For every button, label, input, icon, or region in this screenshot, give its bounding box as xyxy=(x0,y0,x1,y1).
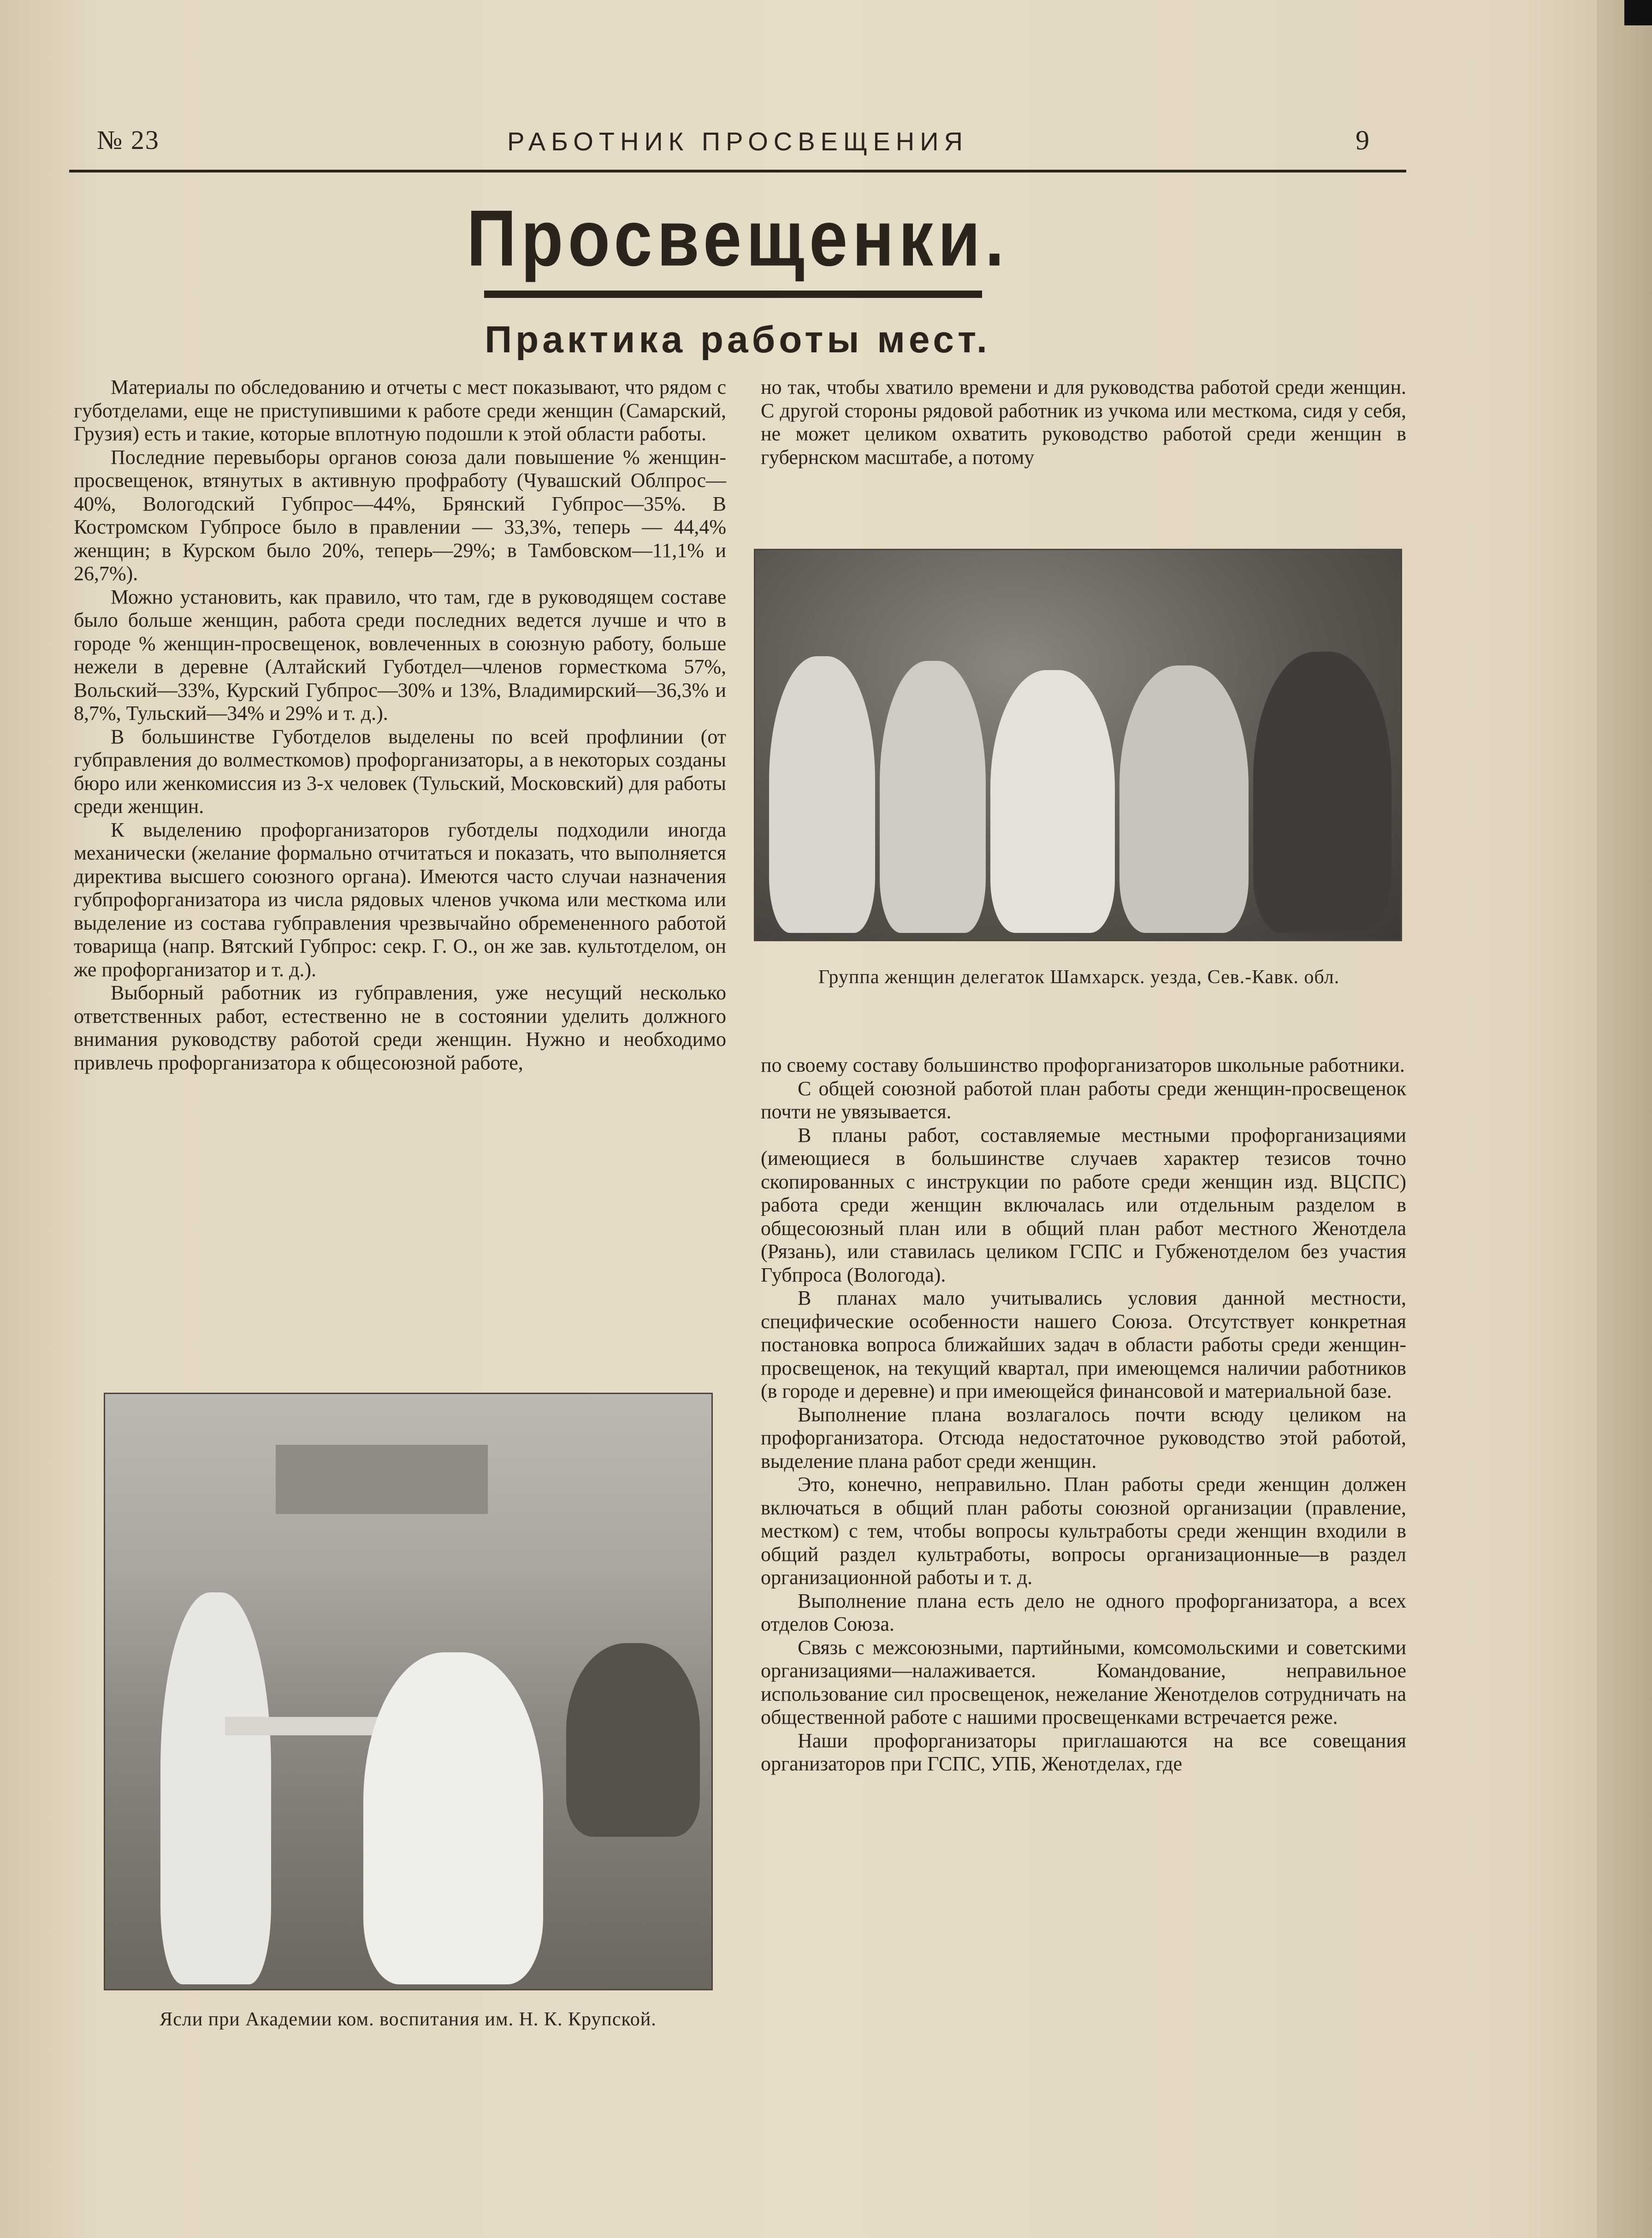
article-subtitle: Практика работы мест. xyxy=(485,319,991,361)
paragraph: В планы работ, составляемые местными профорганизациями (имеющиеся в большинстве случаев характер тезисов точно скопированных с инструкции по работе среди женщин изд. ВЦСПС) работа среди женщин включалась или отдельным разделом в общесоюзный план или в общий план работ местного Женотдела (Рязань), или ставилась целиком ГСПС и Губженотделом без участия Губпроса (Вологода). xyxy=(761,1123,1406,1286)
photo-caption: Ясли при Академии ком. воспитания им. Н. К. Крупской. xyxy=(160,2009,657,2030)
running-header xyxy=(69,125,1406,166)
paragraph: Можно установить, как правило, что там, где в руководящем составе было больше женщин, работа среди последних ведется лучше и что в городе % женщин-просвещенок, вовлеченных в союзную работу, больше нежели в деревне (Алтайский Губотдел—членов горместкома 57%, Вольский—33%, Курский Губпрос—30% и 13%, Владимирский—36,3% и 8,7%, Тульский—34% и 29% и т. д.). xyxy=(74,585,726,724)
photo-caption: Группа женщин делегаток Шамхарск. уезда, Сев.-Кавк. обл. xyxy=(818,967,1340,988)
figure xyxy=(1119,665,1249,933)
page-edge xyxy=(1597,0,1652,2238)
figure xyxy=(769,656,875,933)
right-column-bottom xyxy=(761,1054,1406,1776)
paragraph: В планах мало учитывались условия данной местности, специфические особенности нашего Союза. Отсутствует конкретная постановка вопроса ближайших задач в области работы среди женщин-просвещенок, на текущий квартал, при имеющемся наличии работников (в городе и деревне) и при имеющейся финансовой и материальной базе. xyxy=(761,1287,1406,1402)
figure xyxy=(363,1652,543,1984)
title-underline xyxy=(484,291,982,298)
photo-nursery xyxy=(104,1393,713,1990)
paragraph: Последние перевыборы органов союза дали повышение % женщин-просвещенок, втянутых в активную профработу (Чувашский Облпрос—40%, Вологодский Губпрос—44%, Брянский Губпрос—35%. В Костромском Губпросе было в правлении — 33,3%, теперь — 44,4% женщин; в Курском было 20%, теперь—29%; в Тамбовском—11,1% и 26,7%). xyxy=(74,445,726,585)
figure xyxy=(1253,652,1391,933)
right-column-top xyxy=(761,376,1406,469)
paragraph: но так, чтобы хватило времени и для руководства работой среди женщин. С другой стороны рядовой работник из учкома или месткома, сидя у себя, не может целиком охватить руководство работой среди женщин в губернском масштабе, а потому xyxy=(761,376,1406,469)
header-rule xyxy=(69,170,1406,172)
paragraph: Выборный работник из губправления, уже несущий несколько ответственных работ, естественно не в состоянии уделить должного внимания руководству работой среди женщин. Нужно и необходимо привлечь профорганизатора к общесоюзной работе, xyxy=(74,981,726,1074)
paragraph: по своему составу большинство профорганизаторов школьные работники. xyxy=(761,1054,1405,1076)
paragraph: Материалы по обследованию и отчеты с мест показывают, что рядом с губотделами, еще не приступившими к работе среди женщин (Самарский, Грузия) есть и такие, которые вплотную подошли к этой области работы. xyxy=(74,376,726,445)
issue-number: № 23 xyxy=(97,125,160,155)
wall-poster xyxy=(276,1445,488,1514)
left-column xyxy=(74,376,726,1074)
paragraph: С общей союзной работой план работы среди женщин-просвещенок почти не увязывается. xyxy=(761,1077,1406,1123)
paragraph: Это, конечно, неправильно. План работы среди женщин должен включаться в общий план работы союзной организации (правление, местком) с тем, чтобы вопросы культработы среди женщин входили в общий раздел культработы, вопросы организационные—в раздел организационной работы и т. д. xyxy=(761,1473,1406,1589)
page-number: 9 xyxy=(1356,125,1369,155)
journal-title: РАБОТНИК ПРОСВЕЩЕНИЯ xyxy=(507,127,968,156)
paragraph: Выполнение плана возлагалось почти всюду целиком на профорганизатора. Отсюда недостаточное руководство этой работой, выделение плана работ среди женщин. xyxy=(761,1403,1406,1472)
figure xyxy=(566,1643,700,1837)
article-title: Просвещенки. xyxy=(467,193,1009,283)
scan-corner-tab xyxy=(1624,0,1652,25)
paragraph: К выделению профорганизаторов губотделы подходили иногда механически (желание формально отчитаться и показать, что выполняется директива высшего союзного органа). Имеются часто случаи назначения губпрофорганизатора из числа рядовых членов учкома или месткома или выделение из состава губправления чрезвычайно обремененного работой товарища (напр. Вятский Губпрос: секр. Г. О., он же зав. культотделом, он же профорганизатор и т. д.). xyxy=(74,818,726,981)
paragraph: Наши профорганизаторы приглашаются на все совещания организаторов при ГСПС, УПБ, Женотделах, где xyxy=(761,1729,1406,1775)
figure xyxy=(990,670,1115,933)
paragraph: Выполнение плана есть дело не одного профорганизатора, а всех отделов Союза. xyxy=(761,1589,1406,1635)
figure xyxy=(160,1592,271,1984)
photo-women-delegates xyxy=(754,549,1402,941)
figure xyxy=(880,661,986,933)
paragraph: Связь с межсоюзными, партийными, комсомольскими и советскими организациями—налаживается. Командование, неправильное использование сил просвещенок, нежелание Женотделов сотрудничать на общественной работе с нашими просвещенками встречается реже. xyxy=(761,1636,1406,1728)
paragraph: В большинстве Губотделов выделены по всей профлинии (от губправления до волместкомов) профорганизаторы, а в некоторых созданы бюро или женкомиссия из 3-х человек (Тульский, Московский) для работы среди женщин. xyxy=(74,725,726,818)
